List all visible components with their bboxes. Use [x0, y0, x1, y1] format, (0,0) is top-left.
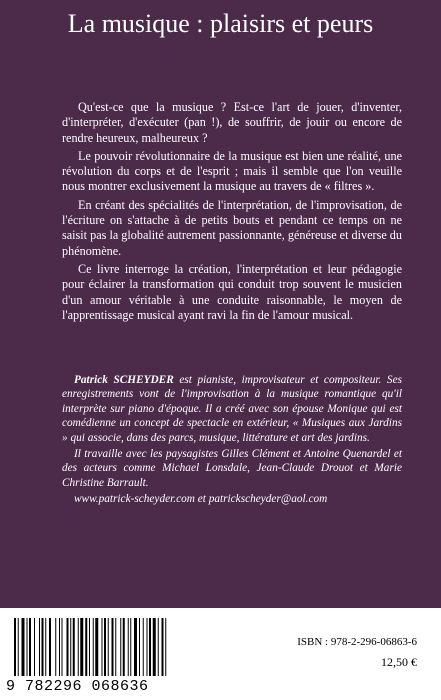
barcode-bar [34, 618, 35, 676]
barcode-bar [134, 618, 137, 676]
barcode-bar [162, 618, 164, 676]
barcode-panel [0, 608, 222, 700]
barcode-bar [153, 618, 156, 676]
barcode-bar [14, 618, 16, 676]
author-name: Patrick SCHEYDER [74, 374, 174, 386]
barcode-bar [102, 618, 103, 676]
barcode-bar [123, 618, 125, 676]
barcode-bar [89, 618, 90, 676]
author-bio-paragraph [62, 373, 402, 445]
barcode-bar [29, 618, 31, 676]
barcode-bar [80, 618, 83, 676]
barcode-bar [112, 618, 114, 676]
barcode-bar [39, 618, 40, 676]
barcode [14, 618, 212, 680]
barcode-bar [147, 618, 148, 676]
barcode-bar [45, 618, 46, 676]
barcode-bar [27, 618, 28, 676]
isbn: ISBN : 978-2-296-06863-6 [297, 636, 417, 648]
blurb-paragraph: En créant des spécialités de l'interprétation, de l'improvisation, de l'écriture on s'attache à de petits bouts et pendant ce temps on ne saisit pas la globalité autrement passionnante, généreuse et diverse du phénomène. [62, 197, 402, 258]
barcode-bar [42, 618, 44, 676]
author-bio [62, 373, 402, 509]
barcode-bar [95, 618, 98, 676]
barcode-bar [49, 618, 51, 676]
barcode-bar [93, 618, 94, 676]
barcode-bar [149, 618, 151, 676]
barcode-bar [143, 618, 144, 676]
barcode-bar [18, 618, 19, 676]
blurb-paragraph: Ce livre interroge la création, l'interprétation et leur pédagogie pour éclairer la transformation qui conduit trop souvent le musicien d'un amour véritable à une conduite raisonnable, le moyen de l'apprentissage musical ayant ravi la fin de l'amour musical. [62, 261, 402, 322]
barcode-bar [67, 618, 69, 676]
barcode-bar [73, 618, 75, 676]
barcode-bar [139, 618, 140, 676]
barcode-bar [130, 618, 131, 676]
blurb-paragraph: Le pouvoir révolutionnaire de la musique est bien une réalité, une révolution du corps et de l'esprit ; mais il semble que l'on veuille nous montrer exclusivement la musique au travers de « filtres ». [62, 148, 402, 194]
barcode-bar [59, 618, 60, 676]
barcode-bar [55, 618, 56, 676]
author-contact: www.patrick-scheyder.com et patrickscheyder@aol.com [74, 493, 328, 506]
isbn-panel [222, 608, 441, 700]
barcode-digits: 9 782296 068636 [6, 678, 149, 695]
barcode-bar [104, 618, 106, 676]
barcode-bar [108, 618, 109, 676]
back-cover-blurb [62, 100, 402, 326]
barcode-bar [120, 618, 121, 676]
book-title: La musique : plaisirs et peurs [67, 9, 374, 38]
barcode-bar [62, 618, 63, 676]
barcode-bar [115, 618, 116, 676]
barcode-bar [128, 618, 129, 676]
barcode-bar [158, 618, 159, 676]
barcode-bar [22, 618, 25, 676]
barcode-bar [70, 618, 71, 676]
price: 12,50 € [381, 655, 417, 669]
author-bio-paragraph: Il travaille avec les paysagistes Gilles Clément et Antoine Quenardel et des acteurs comme Michael Lonsdale, Jean-Claude Drouot et Marie Christine Barrault. [62, 448, 402, 489]
barcode-bar [165, 618, 166, 676]
author-bio-text: est pianiste, improvisateur et compositeur. Ses enregistrements vont de l'improvisation à la musique romantique qu'il interprète sur piano d'époque. Il a créé avec son épouse Monique qui est comédienne un concept de spectacle en extérieur, « Musiques aux Jardins » qui associe, dans des parcs, musique, littérature et art des jardins. [62, 374, 402, 444]
barcode-bar [78, 618, 79, 676]
barcode-bar [85, 618, 87, 676]
blurb-paragraph: Qu'est-ce que la musique ? Est-ce l'art de jouer, d'inventer, d'interpréter, d'exécuter (pan !), de souffrir, de jouir ou encore de rendre heureux, malheureux ? [62, 100, 402, 145]
